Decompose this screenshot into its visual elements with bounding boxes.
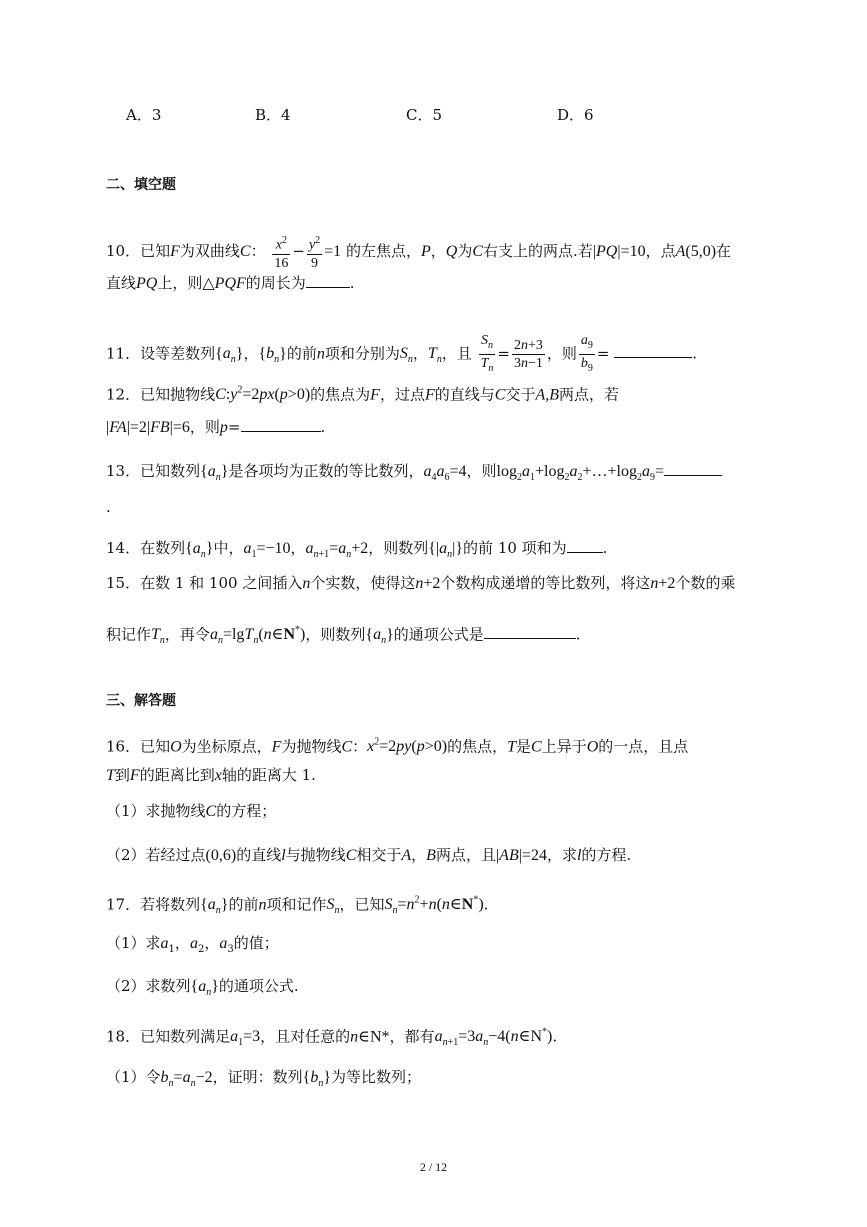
section-solve-title: 三、解答题 <box>106 693 176 709</box>
question-15-line2: 积记作$T_n$，再令$a_n=\lg T_n(n\in N^*)$，则数列$\{a_n\}$的通项公式是 . <box>106 625 581 647</box>
answer-blank <box>664 461 722 476</box>
question-18-part1: （1）令$b_n=a_n-2$，证明：数列$\{b_n\}$为等比数列； <box>106 1068 422 1090</box>
option-c: C．5 <box>406 106 443 124</box>
question-12-line2: |FA|=2|FB|=6，则p= . <box>106 418 326 436</box>
question-16-part2: （2）若经过点(0,6)的直线l与抛物线C相交于A，B两点，且|AB|=24，求l的方程. <box>106 846 632 864</box>
option-b: B．4 <box>255 106 291 124</box>
answer-blank <box>306 273 350 288</box>
answer-blank <box>241 417 321 432</box>
question-10-line2: 直线PQ上，则△PQF的周长为 . <box>106 274 355 292</box>
question-15: 15．在数 1 和 100 之间插入n个实数，使得这n+2个数构成递增的等比数列，将这n+2个数的乘 <box>106 574 736 592</box>
question-17-part2: （2）求数列$\{a_n\}$的通项公式. <box>106 977 299 999</box>
question-14: 14．在数列$\{a_n\}$中，$a_1=-10$，$a_{n+1}=a_n+2$，则数列$\{|a_n|\}$的前 10 项和为 . <box>106 539 608 561</box>
question-10: 10．已知F为双曲线C： $\frac{x^2}{16}$ − $\frac{y^2}{9}$ =1 的左焦点，P，Q为C右支上的两点.若|PQ|=10，点A(5,0)在 <box>106 232 731 272</box>
question-16: 16．已知O为坐标原点，F为抛物线C：$x^2=2py(p>0)$的焦点，T是C上异于O的一点，且点 <box>106 737 689 756</box>
option-d: D．6 <box>557 106 594 124</box>
answer-blank <box>484 624 576 639</box>
question-18: 18．已知数列满足$a_1=3$，且对任意的n∈N*，都有$a_{n+1}=3a_n-4(n\in N^*)$. <box>106 1027 558 1049</box>
answer-blank <box>614 343 692 358</box>
equation: $\frac{x^2}{16}$ <box>272 232 290 272</box>
answer-blank <box>567 538 603 553</box>
question-16-part1: （1）求抛物线C的方程； <box>106 802 277 820</box>
option-a: A．3 <box>126 106 162 124</box>
question-16-line2: T到F的距离比到x轴的距离大 1. <box>106 766 316 784</box>
question-17-part1: （1）求$a_1$，$a_2$，$a_3$的值； <box>106 934 279 955</box>
question-13-dot: . <box>106 498 111 516</box>
section-fill-title: 二、填空题 <box>106 177 176 193</box>
question-17: 17．若将数列$\{a_n\}$的前n项和记作$S_n$，已知$S_n=n^2+n(n\in N^*)$. <box>106 895 489 917</box>
page-number: 2 / 12 <box>419 1160 448 1174</box>
question-12: 12．已知抛物线$C:y^2=2px(p>0)$的焦点为F，过点F的直线与C交于A,B两点，若 <box>106 385 620 404</box>
question-11: 11．设等差数列$\{a_n\}$，$\{b_n\}$的前n项和分别为$S_n$，$T_n$，且 $\frac{S_n}{T_n}$ = $\frac{2n+3}{3n-1}$ ，则 $\frac{a_9}{b_9}$ = . <box>106 333 698 374</box>
question-13: 13．已知数列$\{a_n\}$是各项均为正数的等比数列，$a_4a_6=4$，则$\log_2a_1+\log_2a_2+\dots+\log_2a_9=$ <box>106 460 722 489</box>
